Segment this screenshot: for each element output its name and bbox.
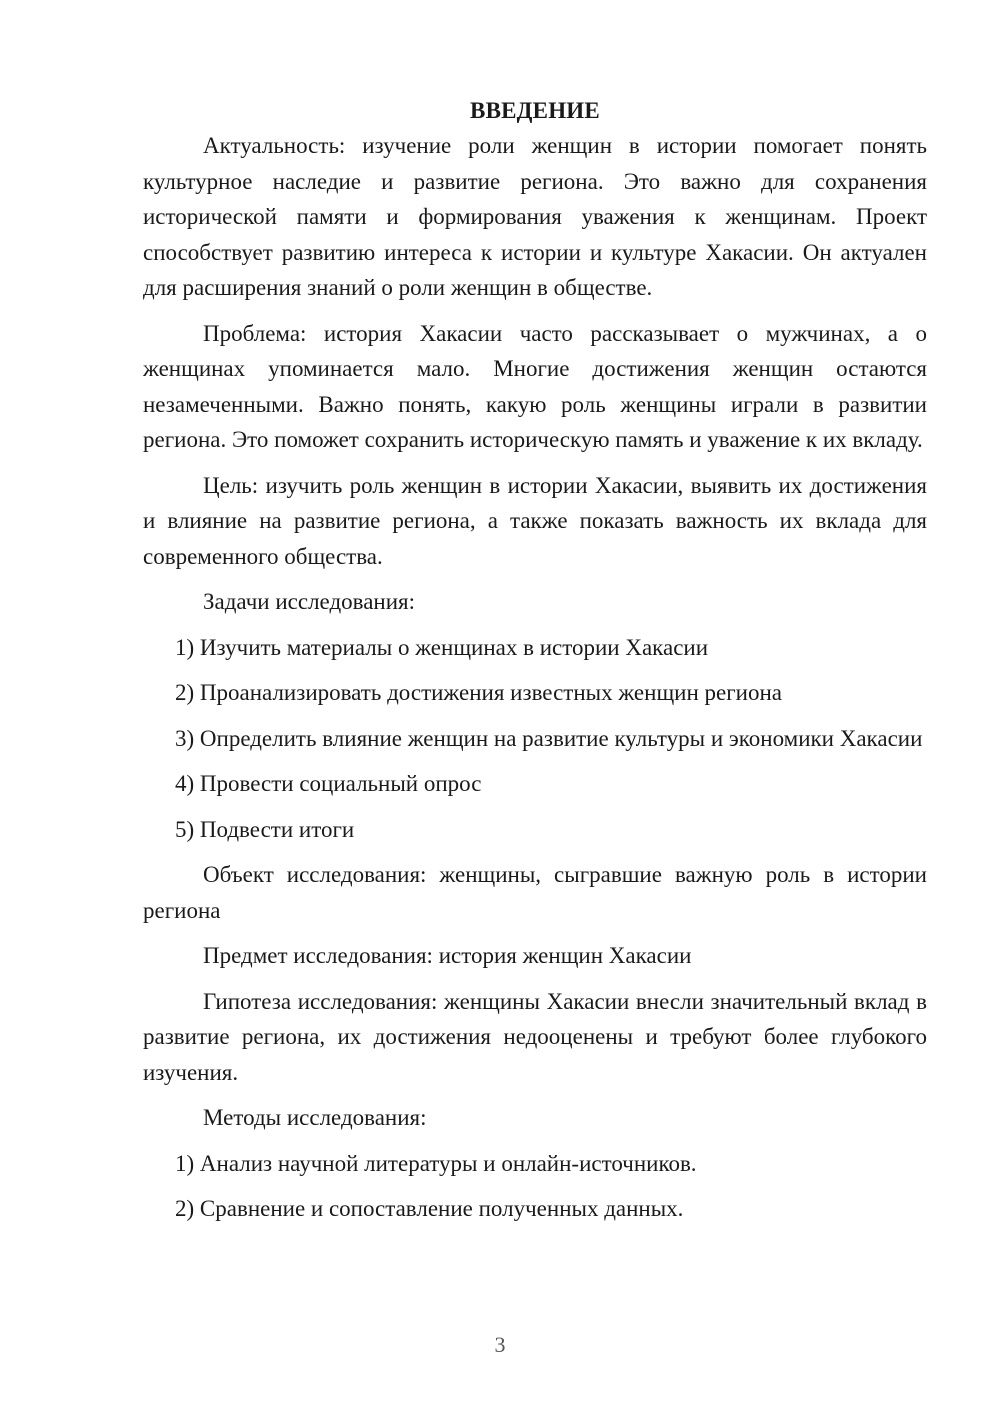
section-heading: ВВЕДЕНИЕ [470,98,600,123]
task-item-3: 3) Определить влияние женщин на развитие культуры и экономики Хакасии [175,725,923,751]
tasks-list [143,630,927,848]
task-item-4: 4) Провести социальный опрос [175,771,482,796]
object-paragraph: Объект исследования: женщины, сыгравшие важную роль в истории региона [143,862,927,923]
goal-paragraph: Цель: изучить роль женщин в истории Хакасии, выявить их достижения и влияние на развитие региона, а также показать важность их вклада для современного общества. [143,472,927,569]
problem-paragraph: Проблема: история Хакасии часто рассказывает о мужчинах, а о женщинах упоминается мало. Многие достижения женщин остаются незамеченными. Важно понять, какую роль женщины играли в развитии региона. Это поможет сохранить историческую память и уважение к их вкладу. [143,320,927,452]
hypothesis-paragraph: Гипотеза исследования: женщины Хакасии внесли значительный вклад в развитие региона, их достижения недооценены и требуют более глубокого изучения. [143,988,927,1085]
task-item-1: 1) Изучить материалы о женщинах в истории Хакасии [175,634,709,660]
task-item-2: 2) Проанализировать достижения известных женщин региона [175,680,782,705]
methods-heading: Методы исследования: [203,1105,427,1130]
method-item-2: 2) Сравнение и сопоставление полученных данных. [175,1196,684,1221]
page-number: 3 [494,1332,506,1357]
methods-list [143,1146,927,1227]
relevance-paragraph: Актуальность: изучение роли женщин в истории помогает понять культурное наследие и развитие региона. Это важно для сохранения исторической памяти и формирования уважения к женщинам. Проект способствует развитию интереса к истории и культуре Хакасии. Он актуален для расширения знаний о роли женщин в обществе. [143,133,927,300]
document-page [143,96,927,1237]
task-item-5: 5) Подвести итоги [175,816,355,842]
method-item-1: 1) Анализ научной литературы и онлайн-источников. [175,1150,697,1176]
tasks-heading: Задачи исследования: [203,589,416,614]
subject-paragraph: Предмет исследования: история женщин Хакасии [203,943,692,968]
